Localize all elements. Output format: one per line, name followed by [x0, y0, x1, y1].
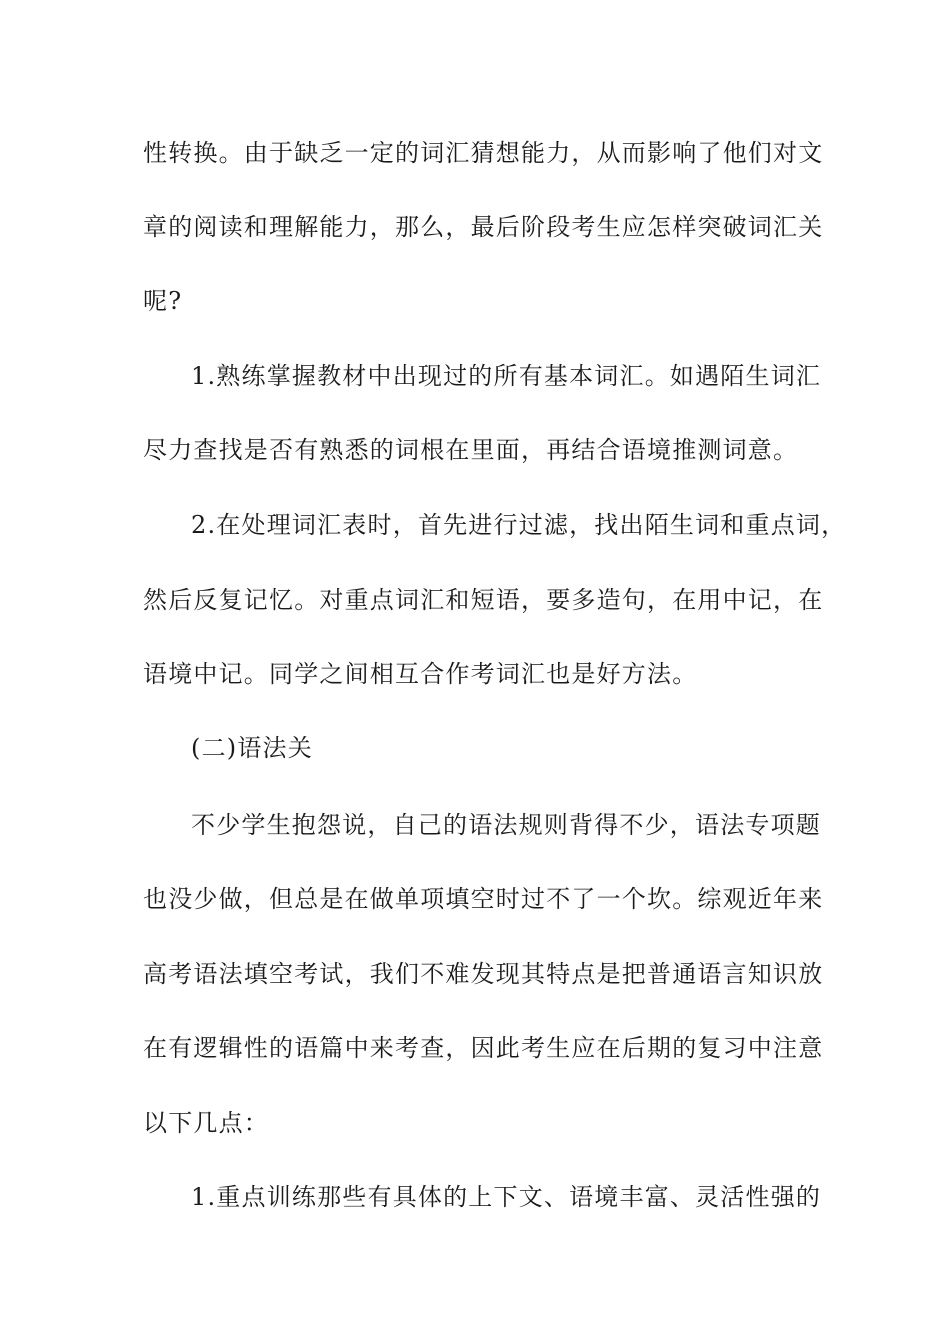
text-line-1: 性转换。由于缺乏一定的词汇猜想能力，从而影响了他们对文 — [143, 139, 824, 167]
text-line-13: 在有逻辑性的语篇中来考查，因此考生应在后期的复习中注意 — [143, 1034, 824, 1062]
text-line-5: 尽力查找是否有熟悉的词根在里面，再结合语境推测词意。 — [143, 436, 799, 464]
text-line-7: 然后反复记忆。对重点词汇和短语，要多造句，在用中记，在 — [143, 586, 824, 614]
text-line-4: 1.熟练掌握教材中出现过的所有基本词汇。如遇陌生词汇 — [191, 362, 822, 390]
text-line-11: 也没少做，但总是在做单项填空时过不了一个坎。综观近年来 — [143, 885, 824, 913]
text-line-2: 章的阅读和理解能力，那么，最后阶段考生应怎样突破词汇关 — [143, 213, 824, 241]
text-line-6: 2.在处理词汇表时，首先进行过滤，找出陌生词和重点词， — [191, 511, 847, 539]
section-heading: (二)语法关 — [191, 734, 313, 762]
text-line-15: 1.重点训练那些有具体的上下文、语境丰富、灵活性强的 — [191, 1183, 822, 1211]
text-line-14: 以下几点： — [143, 1109, 269, 1137]
text-line-10: 不少学生抱怨说，自己的语法规则背得不少，语法专项题 — [191, 811, 821, 839]
text-line-3: 呢? — [143, 287, 183, 315]
text-line-8: 语境中记。同学之间相互合作考词汇也是好方法。 — [143, 660, 698, 688]
text-line-12: 高考语法填空考试，我们不难发现其特点是把普通语言知识放 — [143, 960, 824, 988]
